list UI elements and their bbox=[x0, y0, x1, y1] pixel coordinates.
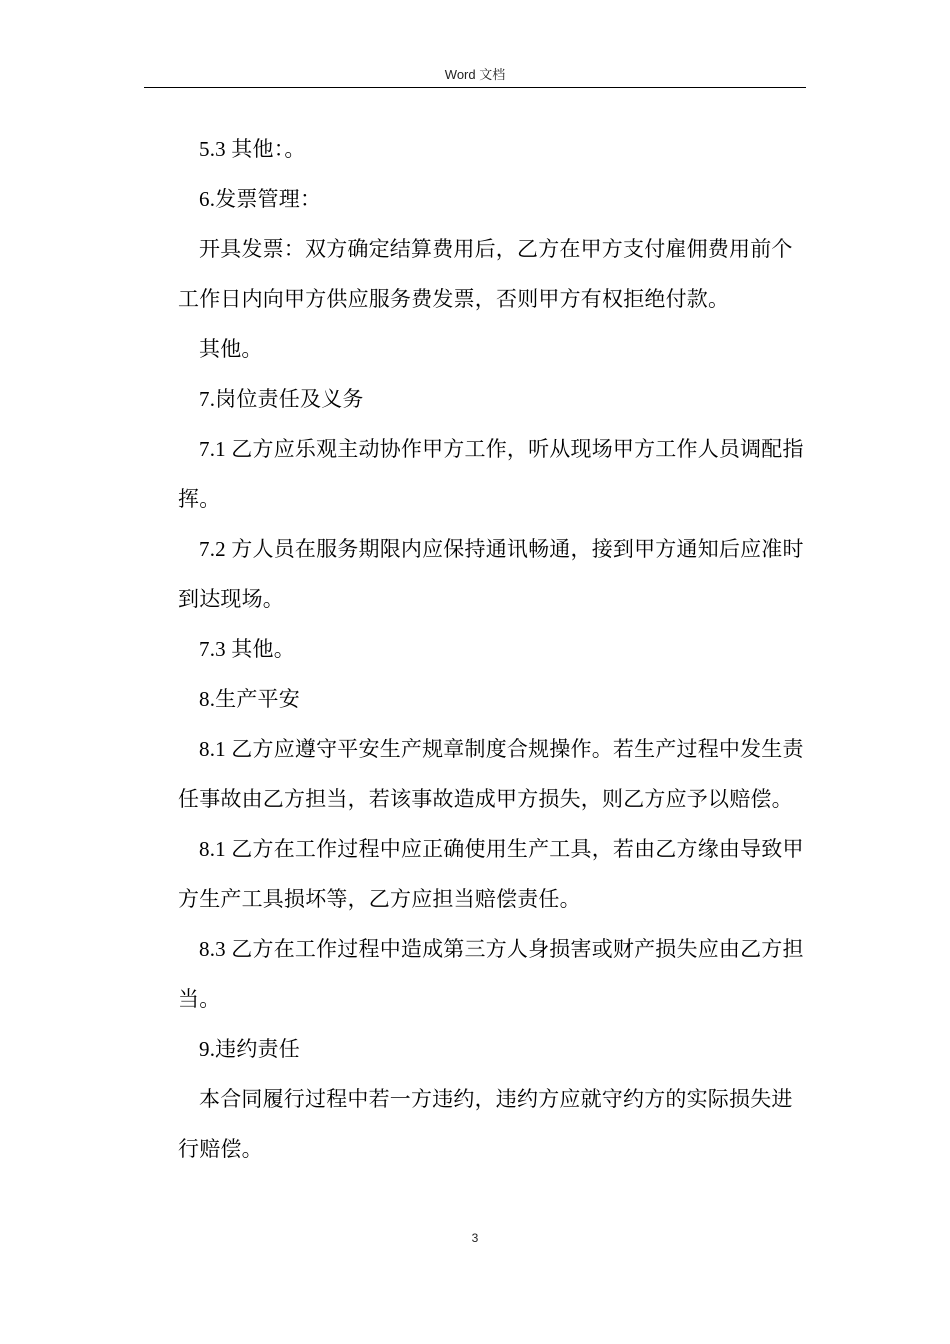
document-body bbox=[178, 124, 806, 1174]
paragraph: 7.1 乙方应乐观主动协作甲方工作，听从现场甲方工作人员调配指挥。 bbox=[178, 437, 804, 511]
paragraph: 本合同履行过程中若一方违约，违约方应就守约方的实际损失进行赔偿。 bbox=[178, 1087, 793, 1161]
page-header-title: Word 文档 bbox=[444, 67, 506, 82]
paragraph: 7.2 方人员在服务期限内应保持通讯畅通，接到甲方通知后应准时到达现场。 bbox=[178, 537, 804, 611]
paragraph: 9.违约责任 bbox=[199, 1037, 300, 1061]
paragraph: 开具发票：双方确定结算费用后，乙方在甲方支付雇佣费用前个工作日内向甲方供应服务费发票，否则甲方有权拒绝付款。 bbox=[178, 237, 793, 311]
paragraph: 6.发票管理： bbox=[199, 187, 322, 211]
paragraph: 7.3 其他。 bbox=[199, 637, 295, 661]
page-number: 3 bbox=[471, 1231, 479, 1245]
paragraph: 其他。 bbox=[199, 337, 263, 361]
paragraph: 5.3 其他：。 bbox=[199, 137, 306, 161]
paragraph: 8.1 乙方在工作过程中应正确使用生产工具，若由乙方缘由导致甲方生产工具损坏等，乙方应担当赔偿责任。 bbox=[178, 837, 804, 911]
paragraph: 7.岗位责任及义务 bbox=[199, 387, 364, 411]
paragraph: 8.3 乙方在工作过程中造成第三方人身损害或财产损失应由乙方担当。 bbox=[178, 937, 804, 1011]
paragraph: 8.生产平安 bbox=[199, 687, 300, 711]
header-divider bbox=[144, 87, 806, 88]
paragraph: 8.1 乙方应遵守平安生产规章制度合规操作。若生产过程中发生责任事故由乙方担当，若该事故造成甲方损失，则乙方应予以赔偿。 bbox=[178, 737, 804, 811]
